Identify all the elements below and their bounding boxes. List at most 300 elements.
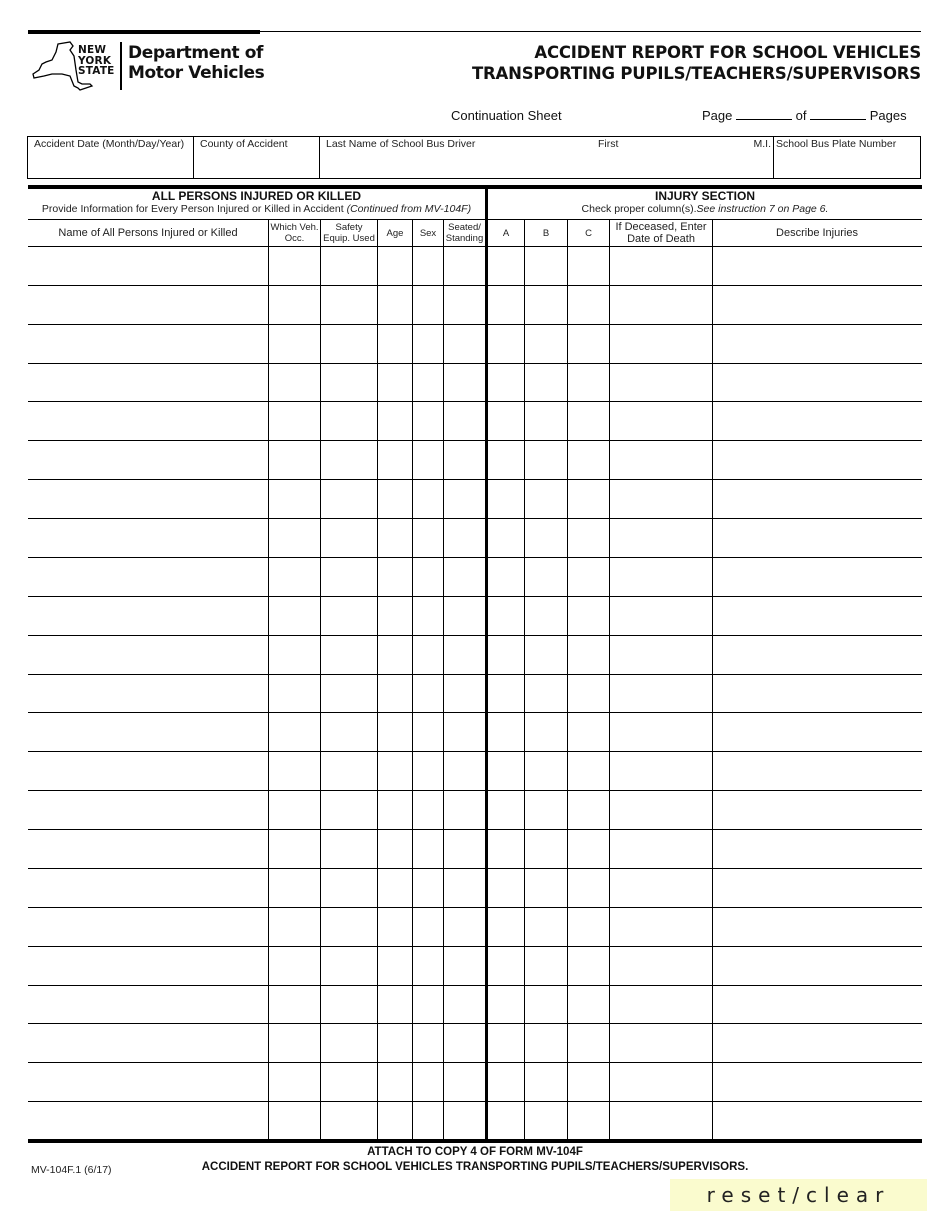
cell-veh-input[interactable]	[269, 480, 321, 518]
cell-injuries-input[interactable]	[713, 286, 922, 324]
cell-b-input[interactable]	[525, 1063, 568, 1101]
cell-b-input[interactable]	[525, 713, 568, 751]
cell-injuries-input[interactable]	[713, 519, 922, 557]
cell-injuries-input[interactable]	[713, 636, 922, 674]
cell-safety-input[interactable]	[321, 597, 378, 635]
cell-sex-input[interactable]	[413, 558, 444, 596]
cell-injuries-input[interactable]	[713, 558, 922, 596]
cell-age-input[interactable]	[378, 752, 413, 790]
cell-age-input[interactable]	[378, 986, 413, 1024]
cell-sex-input[interactable]	[413, 986, 444, 1024]
cell-veh-input[interactable]	[269, 869, 321, 907]
cell-name-input[interactable]	[28, 480, 268, 518]
cell-seated-input[interactable]	[444, 286, 485, 324]
driver-last-name-label: Last Name of School Bus Driver	[326, 138, 476, 150]
cell-c-input[interactable]	[568, 480, 610, 518]
cell-name-input[interactable]	[28, 441, 268, 479]
cell-seated-input[interactable]	[444, 441, 485, 479]
cell-sex-input[interactable]	[413, 402, 444, 440]
cell-injuries-input[interactable]	[713, 364, 922, 402]
total-pages-field[interactable]	[810, 108, 866, 120]
cell-name-input[interactable]	[28, 830, 268, 868]
cell-sex-input[interactable]	[413, 675, 444, 713]
cell-veh-input[interactable]	[269, 402, 321, 440]
logo-dept-text	[128, 43, 264, 83]
cell-c-input[interactable]	[568, 402, 610, 440]
cell-safety-input[interactable]	[321, 558, 378, 596]
logo-divider	[120, 42, 122, 90]
cell-veh-input[interactable]	[269, 791, 321, 829]
cell-a-input[interactable]	[488, 908, 524, 946]
cell-seated-input[interactable]	[444, 675, 485, 713]
cell-death-input[interactable]	[610, 675, 713, 713]
table-row	[28, 1102, 922, 1140]
cell-death-input[interactable]	[610, 830, 713, 868]
cell-b-input[interactable]	[525, 597, 568, 635]
cell-seated-input[interactable]	[444, 519, 485, 557]
cell-seated-input[interactable]	[444, 1063, 485, 1101]
cell-death-input[interactable]	[610, 791, 713, 829]
table-row	[28, 364, 922, 402]
plate-number-field[interactable]	[774, 137, 922, 178]
cell-b-input[interactable]	[525, 791, 568, 829]
cell-c-input[interactable]	[568, 441, 610, 479]
cell-sex-input[interactable]	[413, 947, 444, 985]
cell-death-input[interactable]	[610, 402, 713, 440]
cell-seated-input[interactable]	[444, 325, 485, 363]
cell-c-input[interactable]	[568, 1063, 610, 1101]
cell-death-input[interactable]	[610, 986, 713, 1024]
cell-c-input[interactable]	[568, 597, 610, 635]
cell-name-input[interactable]	[28, 286, 268, 324]
table-row	[28, 1063, 922, 1101]
cell-b-input[interactable]	[525, 986, 568, 1024]
column-header-safety: Safety Equip. Used	[323, 222, 375, 244]
cell-age-input[interactable]	[378, 519, 413, 557]
cell-b-input[interactable]	[525, 1102, 568, 1140]
cell-safety-input[interactable]	[321, 519, 378, 557]
cell-name-input[interactable]	[28, 636, 268, 674]
cell-b-input[interactable]	[525, 519, 568, 557]
cell-injuries-input[interactable]	[713, 986, 922, 1024]
cell-safety-input[interactable]	[321, 636, 378, 674]
cell-age-input[interactable]	[378, 1063, 413, 1101]
cell-seated-input[interactable]	[444, 1024, 485, 1062]
cell-sex-input[interactable]	[413, 908, 444, 946]
cell-c-input[interactable]	[568, 325, 610, 363]
cell-seated-input[interactable]	[444, 830, 485, 868]
table-row	[28, 441, 922, 479]
cell-sex-input[interactable]	[413, 441, 444, 479]
county-field[interactable]	[194, 137, 320, 178]
cell-a-input[interactable]	[488, 402, 524, 440]
cell-death-input[interactable]	[610, 752, 713, 790]
cell-veh-input[interactable]	[269, 986, 321, 1024]
cell-a-input[interactable]	[488, 830, 524, 868]
cell-a-input[interactable]	[488, 1063, 524, 1101]
cell-a-input[interactable]	[488, 325, 524, 363]
cell-seated-input[interactable]	[444, 636, 485, 674]
cell-injuries-input[interactable]	[713, 441, 922, 479]
cell-veh-input[interactable]	[269, 1063, 321, 1101]
table-row	[28, 675, 922, 713]
page-number-field[interactable]	[736, 108, 792, 120]
cell-c-input[interactable]	[568, 752, 610, 790]
cell-safety-input[interactable]	[321, 1063, 378, 1101]
cell-safety-input[interactable]	[321, 830, 378, 868]
column-header-name: Name of All Persons Injured or Killed	[58, 227, 238, 239]
cell-death-input[interactable]	[610, 519, 713, 557]
cell-seated-input[interactable]	[444, 1102, 485, 1140]
cell-injuries-input[interactable]	[713, 480, 922, 518]
cell-seated-input[interactable]	[444, 947, 485, 985]
cell-age-input[interactable]	[378, 636, 413, 674]
cell-age-input[interactable]	[378, 597, 413, 635]
cell-age-input[interactable]	[378, 247, 413, 285]
cell-name-input[interactable]	[28, 1024, 268, 1062]
table-row	[28, 791, 922, 829]
column-header-vehicle: Which Veh. Occ.	[270, 222, 319, 244]
cell-injuries-input[interactable]	[713, 1063, 922, 1101]
cell-safety-input[interactable]	[321, 441, 378, 479]
cell-age-input[interactable]	[378, 713, 413, 751]
cell-death-input[interactable]	[610, 1102, 713, 1140]
cell-a-input[interactable]	[488, 597, 524, 635]
cell-name-input[interactable]	[28, 1063, 268, 1101]
cell-a-input[interactable]	[488, 480, 524, 518]
cell-c-input[interactable]	[568, 986, 610, 1024]
cell-b-input[interactable]	[525, 869, 568, 907]
cell-age-input[interactable]	[378, 402, 413, 440]
accident-info-box	[27, 136, 921, 179]
cell-b-input[interactable]	[525, 830, 568, 868]
cell-name-input[interactable]	[28, 364, 268, 402]
cell-injuries-input[interactable]	[713, 869, 922, 907]
cell-safety-input[interactable]	[321, 1102, 378, 1140]
cell-name-input[interactable]	[28, 791, 268, 829]
cell-safety-input[interactable]	[321, 480, 378, 518]
driver-name-field[interactable]	[320, 137, 774, 178]
cell-death-input[interactable]	[610, 247, 713, 285]
cell-seated-input[interactable]	[444, 869, 485, 907]
cell-name-input[interactable]	[28, 247, 268, 285]
cell-death-input[interactable]	[610, 1063, 713, 1101]
cell-age-input[interactable]	[378, 325, 413, 363]
cell-c-input[interactable]	[568, 286, 610, 324]
plate-number-label: School Bus Plate Number	[776, 138, 897, 150]
cell-safety-input[interactable]	[321, 986, 378, 1024]
cell-veh-input[interactable]	[269, 947, 321, 985]
cell-age-input[interactable]	[378, 869, 413, 907]
cell-injuries-input[interactable]	[713, 675, 922, 713]
cell-name-input[interactable]	[28, 519, 268, 557]
table-row	[28, 519, 922, 557]
cell-sex-input[interactable]	[413, 286, 444, 324]
cell-a-input[interactable]	[488, 713, 524, 751]
cell-safety-input[interactable]	[321, 1024, 378, 1062]
logo-state-text	[78, 45, 115, 77]
cell-c-input[interactable]	[568, 247, 610, 285]
cell-name-input[interactable]	[28, 1102, 268, 1140]
cell-death-input[interactable]	[610, 364, 713, 402]
cell-a-input[interactable]	[488, 752, 524, 790]
accident-date-field[interactable]	[28, 137, 194, 178]
cell-c-input[interactable]	[568, 791, 610, 829]
cell-seated-input[interactable]	[444, 908, 485, 946]
cell-c-input[interactable]	[568, 869, 610, 907]
cell-safety-input[interactable]	[321, 752, 378, 790]
cell-name-input[interactable]	[28, 325, 268, 363]
cell-injuries-input[interactable]	[713, 791, 922, 829]
cell-a-input[interactable]	[488, 986, 524, 1024]
cell-b-input[interactable]	[525, 480, 568, 518]
table-row	[28, 908, 922, 946]
cell-c-input[interactable]	[568, 830, 610, 868]
cell-a-input[interactable]	[488, 558, 524, 596]
cell-veh-input[interactable]	[269, 364, 321, 402]
cell-veh-input[interactable]	[269, 519, 321, 557]
cell-death-input[interactable]	[610, 908, 713, 946]
cell-safety-input[interactable]	[321, 869, 378, 907]
attach-instruction: ATTACH TO COPY 4 OF FORM MV-104F	[367, 1146, 583, 1158]
cell-b-input[interactable]	[525, 286, 568, 324]
cell-death-input[interactable]	[610, 713, 713, 751]
table-row	[28, 402, 922, 440]
cell-sex-input[interactable]	[413, 597, 444, 635]
cell-a-input[interactable]	[488, 441, 524, 479]
cell-safety-input[interactable]	[321, 713, 378, 751]
cell-c-input[interactable]	[568, 908, 610, 946]
cell-seated-input[interactable]	[444, 986, 485, 1024]
cell-a-input[interactable]	[488, 286, 524, 324]
cell-safety-input[interactable]	[321, 286, 378, 324]
cell-a-input[interactable]	[488, 364, 524, 402]
cell-death-input[interactable]	[610, 325, 713, 363]
cell-sex-input[interactable]	[413, 1024, 444, 1062]
cell-safety-input[interactable]	[321, 791, 378, 829]
cell-b-input[interactable]	[525, 908, 568, 946]
cell-injuries-input[interactable]	[713, 752, 922, 790]
cell-veh-input[interactable]	[269, 752, 321, 790]
cell-veh-input[interactable]	[269, 675, 321, 713]
cell-b-input[interactable]	[525, 947, 568, 985]
cell-sex-input[interactable]	[413, 752, 444, 790]
cell-age-input[interactable]	[378, 675, 413, 713]
cell-b-input[interactable]	[525, 247, 568, 285]
cell-safety-input[interactable]	[321, 247, 378, 285]
injury-section-subtitle	[488, 203, 922, 215]
cell-a-input[interactable]	[488, 1024, 524, 1062]
cell-b-input[interactable]	[525, 675, 568, 713]
cell-safety-input[interactable]	[321, 364, 378, 402]
cell-age-input[interactable]	[378, 1102, 413, 1140]
cell-c-input[interactable]	[568, 675, 610, 713]
cell-age-input[interactable]	[378, 441, 413, 479]
cell-safety-input[interactable]	[321, 402, 378, 440]
cell-sex-input[interactable]	[413, 1102, 444, 1140]
cell-seated-input[interactable]	[444, 791, 485, 829]
cell-age-input[interactable]	[378, 364, 413, 402]
cell-safety-input[interactable]	[321, 325, 378, 363]
cell-age-input[interactable]	[378, 830, 413, 868]
cell-death-input[interactable]	[610, 1024, 713, 1062]
cell-c-input[interactable]	[568, 947, 610, 985]
cell-b-input[interactable]	[525, 364, 568, 402]
cell-name-input[interactable]	[28, 558, 268, 596]
table-row	[28, 752, 922, 790]
cell-seated-input[interactable]	[444, 713, 485, 751]
cell-name-input[interactable]	[28, 908, 268, 946]
cell-c-input[interactable]	[568, 364, 610, 402]
cell-death-input[interactable]	[610, 597, 713, 635]
cell-a-input[interactable]	[488, 1102, 524, 1140]
cell-death-input[interactable]	[610, 286, 713, 324]
page-label: Page	[702, 108, 733, 123]
cell-injuries-input[interactable]	[713, 713, 922, 751]
cell-c-input[interactable]	[568, 519, 610, 557]
cell-sex-input[interactable]	[413, 247, 444, 285]
column-header-date-of-death: If Deceased, Enter Date of Death	[615, 221, 707, 245]
cell-name-input[interactable]	[28, 713, 268, 751]
persons-section-subtitle	[28, 203, 485, 215]
cell-injuries-input[interactable]	[713, 1102, 922, 1140]
cell-b-input[interactable]	[525, 558, 568, 596]
cell-seated-input[interactable]	[444, 364, 485, 402]
cell-sex-input[interactable]	[413, 1063, 444, 1101]
cell-b-input[interactable]	[525, 636, 568, 674]
cell-veh-input[interactable]	[269, 441, 321, 479]
cell-veh-input[interactable]	[269, 325, 321, 363]
cell-sex-input[interactable]	[413, 636, 444, 674]
cell-sex-input[interactable]	[413, 325, 444, 363]
column-header-c: C	[585, 227, 592, 239]
persons-section-title: ALL PERSONS INJURED OR KILLED	[151, 189, 362, 203]
cell-seated-input[interactable]	[444, 480, 485, 518]
cell-c-input[interactable]	[568, 713, 610, 751]
cell-b-input[interactable]	[525, 1024, 568, 1062]
cell-name-input[interactable]	[28, 752, 268, 790]
cell-c-input[interactable]	[568, 636, 610, 674]
cell-a-input[interactable]	[488, 675, 524, 713]
cell-sex-input[interactable]	[413, 480, 444, 518]
column-header-a: A	[502, 227, 510, 239]
cell-age-input[interactable]	[378, 947, 413, 985]
cell-veh-input[interactable]	[269, 286, 321, 324]
cell-injuries-input[interactable]	[713, 830, 922, 868]
cell-b-input[interactable]	[525, 402, 568, 440]
cell-age-input[interactable]	[378, 286, 413, 324]
logo-state-line: STATE	[78, 65, 115, 77]
cell-death-input[interactable]	[610, 480, 713, 518]
cell-safety-input[interactable]	[321, 675, 378, 713]
cell-sex-input[interactable]	[413, 519, 444, 557]
cell-age-input[interactable]	[378, 1024, 413, 1062]
cell-injuries-input[interactable]	[713, 247, 922, 285]
cell-name-input[interactable]	[28, 675, 268, 713]
cell-c-input[interactable]	[568, 1024, 610, 1062]
reset-clear-button[interactable]: reset/clear	[670, 1179, 927, 1211]
cell-b-input[interactable]	[525, 441, 568, 479]
persons-subtitle-italic: (Continued from MV-104F)	[346, 203, 472, 215]
cell-death-input[interactable]	[610, 869, 713, 907]
cell-sex-input[interactable]	[413, 830, 444, 868]
table-row	[28, 325, 922, 363]
cell-injuries-input[interactable]	[713, 597, 922, 635]
cell-veh-input[interactable]	[269, 1102, 321, 1140]
cell-injuries-input[interactable]	[713, 908, 922, 946]
cell-a-input[interactable]	[488, 869, 524, 907]
cell-injuries-input[interactable]	[713, 402, 922, 440]
logo-dept-line: Motor Vehicles	[128, 63, 265, 83]
cell-seated-input[interactable]	[444, 752, 485, 790]
cell-seated-input[interactable]	[444, 402, 485, 440]
cell-sex-input[interactable]	[413, 364, 444, 402]
logo-state-line: YORK	[78, 54, 112, 67]
cell-age-input[interactable]	[378, 558, 413, 596]
cell-safety-input[interactable]	[321, 908, 378, 946]
cell-seated-input[interactable]	[444, 597, 485, 635]
cell-injuries-input[interactable]	[713, 1024, 922, 1062]
cell-safety-input[interactable]	[321, 947, 378, 985]
cell-veh-input[interactable]	[269, 1024, 321, 1062]
cell-name-input[interactable]	[28, 986, 268, 1024]
cell-name-input[interactable]	[28, 597, 268, 635]
cell-death-input[interactable]	[610, 636, 713, 674]
table-row	[28, 986, 922, 1024]
cell-death-input[interactable]	[610, 947, 713, 985]
column-header-b: B	[542, 227, 550, 239]
cell-injuries-input[interactable]	[713, 947, 922, 985]
cell-name-input[interactable]	[28, 947, 268, 985]
cell-b-input[interactable]	[525, 752, 568, 790]
header-rule-thin	[260, 31, 921, 32]
cell-injuries-input[interactable]	[713, 325, 922, 363]
form-title	[472, 42, 921, 84]
cell-veh-input[interactable]	[269, 597, 321, 635]
cell-name-input[interactable]	[28, 402, 268, 440]
cell-a-input[interactable]	[488, 247, 524, 285]
cell-sex-input[interactable]	[413, 869, 444, 907]
cell-veh-input[interactable]	[269, 713, 321, 751]
cell-b-input[interactable]	[525, 325, 568, 363]
table-row	[28, 713, 922, 751]
cell-death-input[interactable]	[610, 558, 713, 596]
cell-a-input[interactable]	[488, 519, 524, 557]
cell-age-input[interactable]	[378, 791, 413, 829]
cell-age-input[interactable]	[378, 908, 413, 946]
cell-c-input[interactable]	[568, 558, 610, 596]
cell-a-input[interactable]	[488, 947, 524, 985]
cell-veh-input[interactable]	[269, 908, 321, 946]
cell-a-input[interactable]	[488, 636, 524, 674]
cell-c-input[interactable]	[568, 1102, 610, 1140]
injury-subtitle-italic: See instruction 7 on Page 6.	[696, 203, 829, 215]
table-row	[28, 830, 922, 868]
cell-veh-input[interactable]	[269, 558, 321, 596]
cell-age-input[interactable]	[378, 480, 413, 518]
cell-sex-input[interactable]	[413, 713, 444, 751]
cell-name-input[interactable]	[28, 869, 268, 907]
cell-death-input[interactable]	[610, 441, 713, 479]
county-label: County of Accident	[200, 138, 288, 150]
cell-a-input[interactable]	[488, 791, 524, 829]
cell-veh-input[interactable]	[269, 247, 321, 285]
cell-seated-input[interactable]	[444, 247, 485, 285]
cell-sex-input[interactable]	[413, 791, 444, 829]
cell-veh-input[interactable]	[269, 636, 321, 674]
cell-seated-input[interactable]	[444, 558, 485, 596]
cell-veh-input[interactable]	[269, 830, 321, 868]
